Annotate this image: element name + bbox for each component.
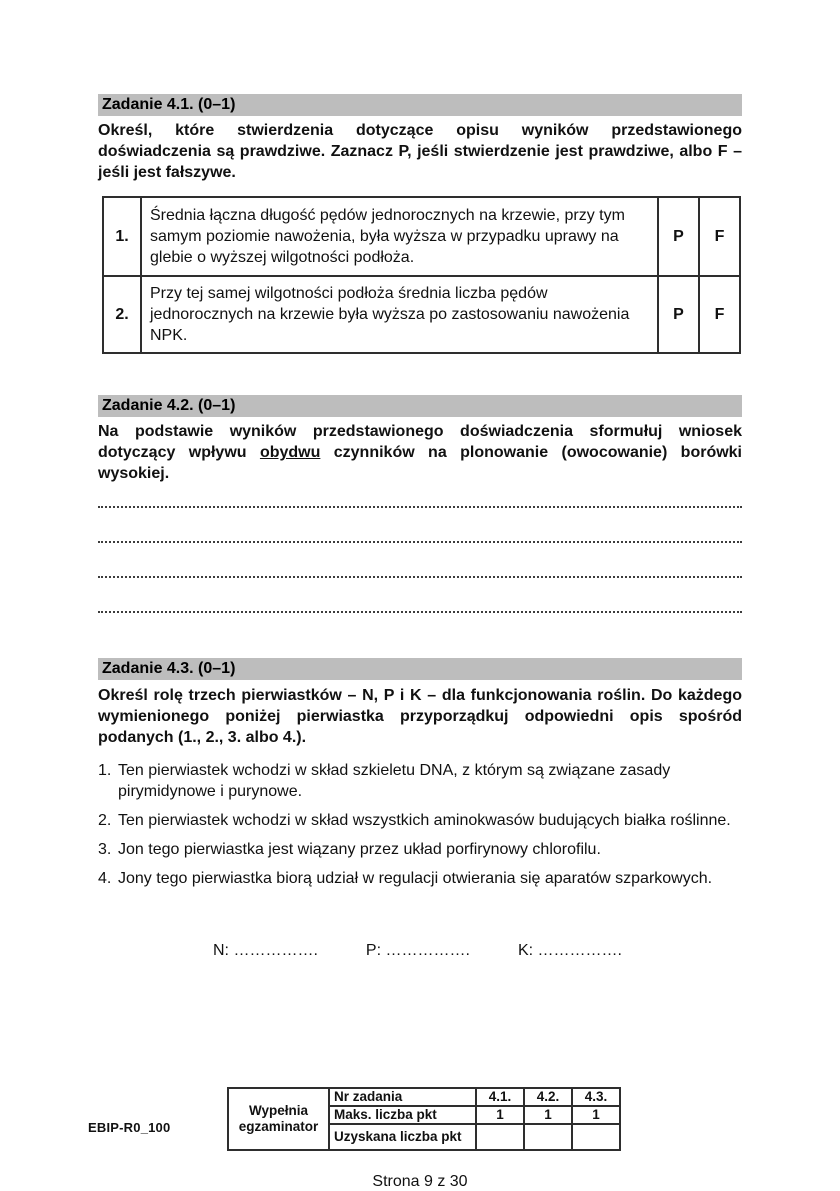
form-code: EBIP-R0_100: [88, 1120, 171, 1135]
answer-line[interactable]: [98, 484, 742, 508]
npk-answer-p[interactable]: [366, 940, 470, 961]
statement-number: 2.: [103, 276, 141, 353]
statement-number: 1.: [103, 197, 141, 276]
true-option-cell[interactable]: P: [658, 276, 699, 353]
option-number: 4.: [98, 870, 112, 887]
answer-line[interactable]: [98, 508, 742, 543]
npk-dots[interactable]: …………….: [537, 942, 622, 959]
option-item: [98, 839, 742, 860]
true-option-cell[interactable]: P: [658, 197, 699, 276]
examiner-row-label: Uzyskana liczba pkt: [329, 1124, 476, 1150]
option-number: 2.: [98, 812, 112, 829]
task-number-cell: 4.2.: [524, 1088, 572, 1106]
npk-label: K:: [517, 942, 534, 959]
option-number: 3.: [98, 841, 112, 858]
option-text: Ten pierwiastek wchodzi w skład szkieletu DNA, z którym są związane zasady pirymidynowe i purynowe.: [118, 762, 671, 800]
option-text: Jony tego pierwiastka biorą udział w regulacji otwierania się aparatów szparkowych.: [118, 870, 713, 887]
task-number-cell: 4.3.: [572, 1088, 620, 1106]
npk-answer-n[interactable]: [213, 940, 318, 961]
statement-text: Średnia łączna długość pędów jednorocznych na krzewie, przy tym samym poziomie nawożenia, była wyższa w przypadku uprawy na glebie o wyższej wilgotności podłoża.: [141, 197, 658, 276]
answer-line[interactable]: [98, 543, 742, 578]
task-41-instruction: Określ, które stwierdzenia dotyczące opisu wyników przedstawionego doświadczenia są prawdziwe. Zaznacz P, jeśli stwierdzenie jest prawdziwe, albo F – jeśli jest fałszywe.: [98, 122, 742, 181]
examiner-caption: Wypełnia egzaminator: [228, 1088, 329, 1150]
max-points-cell: 1: [476, 1106, 524, 1124]
false-option-cell[interactable]: F: [699, 276, 740, 353]
examiner-table: [227, 1087, 621, 1151]
underlined-word: obydwu: [259, 444, 321, 461]
option-text: Ten pierwiastek wchodzi w skład wszystkich aminokwasów budujących białka roślinne.: [118, 812, 731, 829]
answer-line[interactable]: [98, 578, 742, 613]
task-41-header: Zadanie 4.1. (0–1): [98, 94, 742, 116]
instruction-text: czynników na plonowanie (owocowanie) borówki wysokiej.: [98, 444, 743, 482]
max-points-cell: 1: [524, 1106, 572, 1124]
npk-dots[interactable]: …………….: [233, 942, 318, 959]
true-false-table: [102, 196, 741, 354]
task-43-header: Zadanie 4.3. (0–1): [98, 658, 742, 680]
npk-dots[interactable]: …………….: [385, 942, 470, 959]
option-text: Jon tego pierwiastka jest wiązany przez układ porfirynowy chlorofilu.: [118, 841, 601, 858]
false-option-cell[interactable]: F: [699, 197, 740, 276]
option-item: [98, 810, 742, 831]
examiner-row-label: Maks. liczba pkt: [329, 1106, 476, 1124]
page-content: [98, 94, 742, 1191]
earned-points-cell[interactable]: [476, 1124, 524, 1150]
npk-answer-row: [213, 940, 742, 961]
option-number: 1.: [98, 762, 112, 779]
statement-text: Przy tej samej wilgotności podłoża średnia liczba pędów jednorocznych na krzewie była wyższa po zastosowaniu nawożenia NPK.: [141, 276, 658, 353]
table-row: [103, 276, 740, 353]
instruction-text: Na podstawie wyników przedstawionego doświadczenia sformułuj wniosek dotyczący wpływu: [98, 423, 742, 461]
max-points-cell: 1: [572, 1106, 620, 1124]
task-42-header: Zadanie 4.2. (0–1): [98, 395, 742, 417]
answer-lines: [98, 484, 742, 613]
task-43-instruction: Określ rolę trzech pierwiastków – N, P i K – dla funkcjonowania roślin. Do każdego wymienionego poniżej pierwiastka przyporządkuj odpowiedni opis spośród podanych (1., 2., 3. albo 4.).: [98, 687, 742, 746]
option-item: [98, 868, 742, 889]
page-number: Strona 9 z 30: [372, 1173, 468, 1190]
npk-answer-k[interactable]: [518, 940, 622, 961]
option-item: [98, 760, 742, 802]
earned-points-cell[interactable]: [572, 1124, 620, 1150]
npk-label: P:: [365, 942, 382, 959]
task-42-instruction: [98, 421, 742, 484]
examiner-row-label: Nr zadania: [329, 1088, 476, 1106]
earned-points-cell[interactable]: [524, 1124, 572, 1150]
table-row: [228, 1088, 620, 1106]
task-number-cell: 4.1.: [476, 1088, 524, 1106]
table-row: [103, 197, 740, 276]
npk-label: N:: [213, 942, 229, 959]
option-list: [98, 760, 742, 889]
